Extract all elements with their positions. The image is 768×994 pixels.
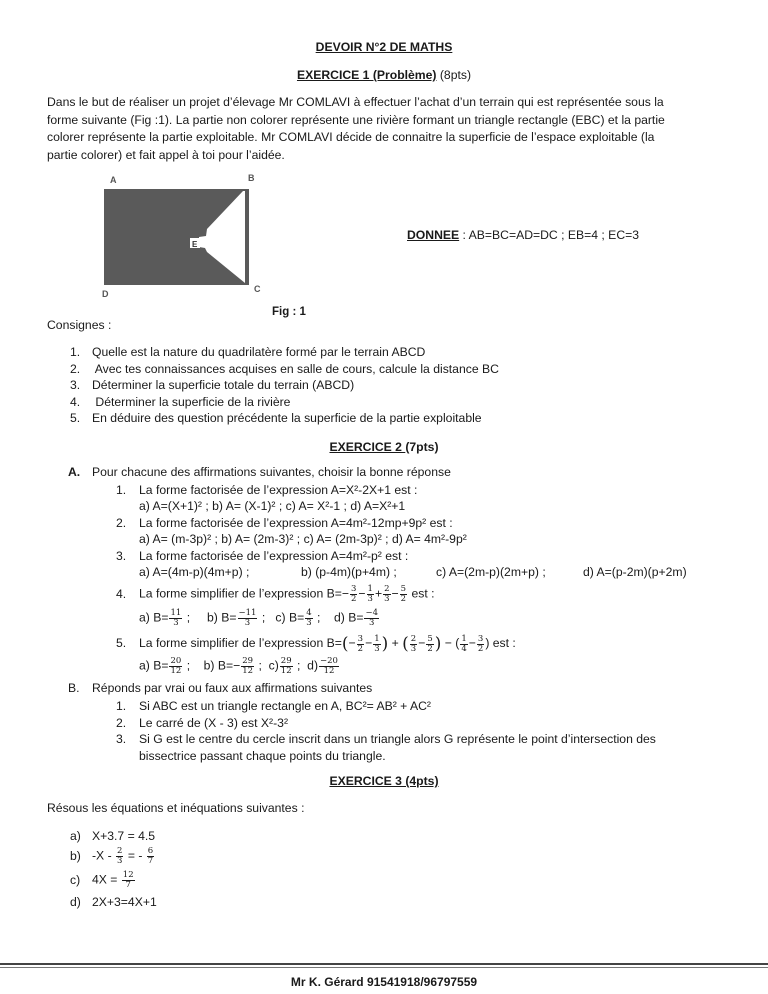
exercise3-intro: Résous les équations et inéquations suivantes : [47,801,305,815]
document-title: DEVOIR N°2 DE MATHS [315,40,453,54]
figure-caption: Fig : 1 [272,306,306,318]
intro-line: forme suivante (Fig :1). La partie non colorer représente une rivière formant un triangle rectangle (EBC) et la partie [47,112,665,127]
question-2-options: a) A= (m-3p)² ; b) A= (2m-3)² ; c) A= (2m-3p)² ; d) A= 4m²-9p² [139,532,467,547]
question-4-options: a) B= $\frac{11}{3}$ ; b) B= $\frac{-11}{3}$ ; c) B= $\frac{4}{3}$ ; d) B= $\frac{-4}{3}$ [139,608,378,628]
exercise2-heading [0,440,768,454]
intro-line: Dans le but de réaliser un projet d’élevage Mr COMLAVI à effectuer l’achat d’un terrain qui est représentée sous la [47,95,664,109]
exercise1-title: EXERCICE 1 (Problème) [296,68,437,82]
partB-item: 2. Le carré de (X - 3) est X²-3² [116,715,289,730]
question-4: 4. La forme simplifier de l’expression B=− $\frac{3}{2}$ − $\frac{1}{3}$ + $\frac{2}{3}$ − $\frac{5}{2}$ est : [116,584,435,604]
label-C: C [254,284,261,294]
exercise2-title: EXERCICE 2 [329,440,406,454]
label-E: E [192,240,198,249]
exercise1-heading [0,68,768,82]
equation-a: a) X+3.7 = 4.5 [70,829,156,843]
label-A: A [110,175,117,185]
given-label: DONNEE [407,228,460,242]
q3-option-a: a) A=(4m-p)(4m+p) ; [139,565,250,580]
exercise2-points: (7pts) [405,440,439,454]
intro-line: partie colorer) et fait appel à toi pour l’aidée. [47,147,285,162]
question-5-options: a) B= $\frac{20}{12}$ ; b) B=− $\frac{29}{12}$ ; c) $\frac{29}{12}$ ; d) $\frac{-20}{12}$ [139,656,338,676]
instructions-label: Consignes : [47,318,112,332]
exercise3-heading: EXERCICE 3 (4pts) [329,774,439,788]
instruction-item: 5. En déduire des question précédente la superficie de la partie exploitable [70,411,482,426]
question-3: 3. La forme factorisée de l’expression A=4m²-p² est : [116,548,409,563]
partB-item-continued: bissectrice passant chaque points du triangle. [139,748,386,763]
equation-c: c) 4X = $\frac{12}{7}$ [70,870,134,890]
partB-item: 1. Si ABC est un triangle rectangle en A, BC²= AB² + AC² [116,699,431,713]
intro-line: colorer représente la partie exploitable. Mr COMLAVI décide de connaitre la superficie de l’espace exploitable (la [47,130,655,144]
footer-divider [0,963,768,965]
question-2: 2. La forme factorisée de l’expression A=4m²-12mp+9p² est : [116,515,453,530]
q3-option-c: c) A=(2m-p)(2m+p) ; [436,565,546,580]
partA-header [68,465,451,479]
instruction-item: 4. Déterminer la superficie de la rivière [70,394,291,409]
footer-divider-thin [0,967,768,968]
question-1-options: a) A=(X+1)² ; b) A= (X-1)² ; c) A= X²-1 ; d) A=X²+1 [139,499,406,514]
instruction-item: 2. Avec tes connaissances acquises en salle de cours, calcule la distance BC [70,361,499,376]
given-text: : AB=BC=AD=DC ; EB=4 ; EC=3 [459,228,640,242]
equation-b: b) -X - $\frac{2}{3}$ = - $\frac{6}{7}$ [70,846,154,866]
partB-text: Réponds par vrai ou faux aux affirmations suivantes [92,681,373,695]
question-1: 1. La forme factorisée de l’expression A=X²-2X+1 est : [116,483,418,497]
question-5: 5. La forme simplifier de l’expression B=(− $\frac{3}{2}$ − $\frac{1}{3}$ ) + ( $\frac{2}{3}$ − $\frac{5}{2}$ ) − ( $\frac{1}{4}$ − $\frac{3}{2}$ ) est : [116,633,516,654]
q3-option-d: d) A=(p-2m)(p+2m) [583,565,687,580]
q3-option-b: b) (p-4m)(p+4m) ; [301,565,397,580]
equation-d: d) 2X+3=4X+1 [70,895,157,909]
terrain-diagram [95,170,275,300]
partB-items [116,698,656,764]
exercise1-points: (8pts) [436,68,472,82]
partB-label: B. [68,681,80,695]
instruction-item: 1. Quelle est la nature du quadrilatère formé par le terrain ABCD [70,345,426,359]
instructions-list [70,344,499,427]
partA-text: Pour chacune des affirmations suivantes, choisir la bonne réponse [92,465,451,479]
figure-terrain [95,170,306,320]
partB-item: 3. Si G est le centre du cercle inscrit dans un triangle alors G représente le point d’intersection des [116,732,656,747]
partA-label: A. [68,465,81,479]
label-B: B [248,173,255,183]
exercise1-intro [47,94,727,164]
instruction-item: 3. Déterminer la superficie totale du terrain (ABCD) [70,378,355,393]
partA-questions [116,482,687,580]
partB-header [68,681,372,695]
label-D: D [102,289,109,299]
question-3-options [116,564,687,580]
given-data [407,228,639,242]
footer-author: Mr K. Gérard 91541918/96797559 [290,975,478,989]
